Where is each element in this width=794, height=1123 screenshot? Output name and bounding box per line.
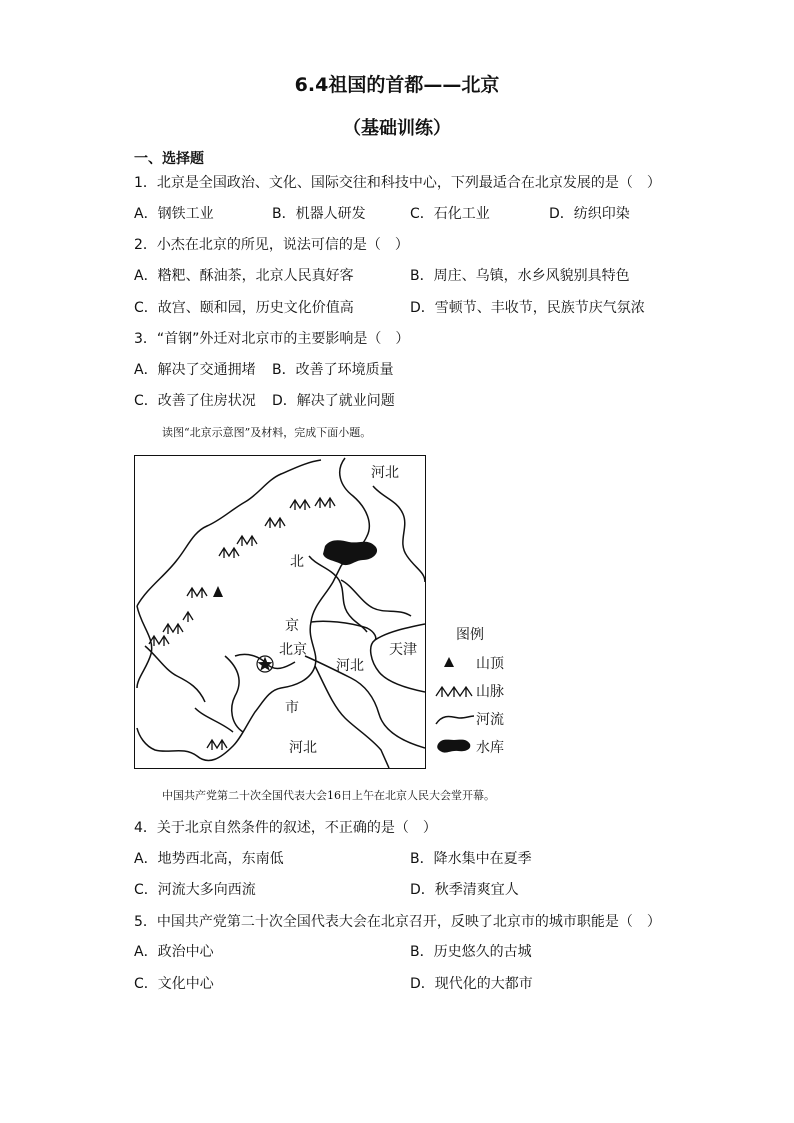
- legend-reservoir-label: 水库: [476, 740, 504, 756]
- beijing-boundary-west: [137, 606, 152, 688]
- question-2-stem: 2．小杰在北京的所见，说法可信的是（ ）: [134, 237, 409, 253]
- question-2-option-b: B．周庄、乌镇，水乡风貌别具特色: [410, 268, 630, 284]
- question-4-option-c: C．河流大多向西流: [134, 882, 256, 898]
- question-5-option-a: A．政治中心: [134, 944, 214, 960]
- beijing-map-svg: [135, 456, 425, 768]
- reservoir: [323, 540, 377, 565]
- beijing-boundary-north: [137, 460, 321, 606]
- page-title: 6.4祖国的首都——北京: [294, 74, 500, 96]
- river-5: [195, 708, 233, 732]
- question-1-stem: 1．北京是全国政治、文化、国际交往和科技中心，下列最适合在北京发展的是（ ）: [134, 175, 661, 191]
- material-text: 中国共产党第二十次全国代表大会16日上午在北京人民大会堂开幕。: [162, 789, 495, 802]
- label-shi: 市: [285, 700, 299, 716]
- river-4: [225, 656, 243, 732]
- tianjin-boundary: [371, 624, 425, 692]
- question-3-stem: 3．“首钢”外迁对北京市的主要影响是（ ）: [134, 331, 410, 347]
- label-jing: 京: [285, 618, 299, 634]
- river-7: [145, 646, 205, 702]
- label-bei: 北: [290, 554, 304, 570]
- legend-peak-label: 山顶: [476, 656, 504, 672]
- label-beijing-city: 北京: [279, 642, 307, 658]
- question-3-option-a: A．解决了交通拥堵: [134, 362, 256, 378]
- legend-title: 图例: [456, 627, 484, 643]
- question-2-option-d: D．雪顿节、丰收节，民族节庆气氛浓: [410, 300, 645, 316]
- question-3-option-b: B．改善了环境质量: [272, 362, 394, 378]
- label-hebei-mid: 河北: [336, 658, 364, 674]
- question-4-stem: 4．关于北京自然条件的叙述，不正确的是（ ）: [134, 820, 437, 836]
- legend-river-icon: [436, 716, 474, 724]
- legend-range-icon: [436, 687, 472, 697]
- legend-range-label: 山脉: [476, 684, 504, 700]
- question-5-stem: 5．中国共产党第二十次全国代表大会在北京召开，反映了北京市的城市职能是（ ）: [134, 914, 661, 930]
- question-2-option-c: C．故宫、颐和园，历史文化价值高: [134, 300, 354, 316]
- question-1-option-a: A．钢铁工业: [134, 206, 214, 222]
- mountain-range-symbols: [149, 498, 335, 750]
- question-1-option-c: C．石化工业: [410, 206, 490, 222]
- label-hebei-ne: 河北: [371, 465, 399, 481]
- label-tianjin: 天津: [389, 642, 417, 658]
- question-3-option-d: D．解决了就业问题: [272, 393, 395, 409]
- section-heading: 一、选择题: [134, 151, 204, 167]
- river-1: [309, 556, 367, 632]
- river-6: [341, 580, 411, 616]
- beijing-boundary: [137, 458, 369, 761]
- question-5-option-d: D．现代化的大都市: [410, 976, 533, 992]
- legend-reservoir-icon: [437, 740, 470, 753]
- internal-boundary-2: [315, 666, 389, 768]
- question-4-option-a: A．地势西北高，东南低: [134, 851, 284, 867]
- question-2-option-a: A．糌粑、酥油茶，北京人民真好客: [134, 268, 354, 284]
- legend-peak-icon: [444, 657, 454, 667]
- map-legend: [434, 622, 524, 762]
- question-5-option-b: B．历史悠久的古城: [410, 944, 532, 960]
- beijing-map: [134, 455, 426, 769]
- question-1-option-b: B．机器人研发: [272, 206, 366, 222]
- question-4-option-b: B．降水集中在夏季: [410, 851, 532, 867]
- map-instruction: 读图“北京示意图”及材料，完成下面小题。: [162, 426, 372, 439]
- question-3-option-c: C．改善了住房状况: [134, 393, 256, 409]
- page-subtitle: （基础训练）: [343, 118, 451, 139]
- mountain-peak: [213, 586, 223, 597]
- question-1-option-d: D．纺织印染: [549, 206, 630, 222]
- question-5-option-c: C．文化中心: [134, 976, 214, 992]
- legend-river-label: 河流: [476, 712, 504, 728]
- river-2: [373, 486, 425, 582]
- label-hebei-s: 河北: [289, 740, 317, 756]
- question-4-option-d: D．秋季清爽宜人: [410, 882, 519, 898]
